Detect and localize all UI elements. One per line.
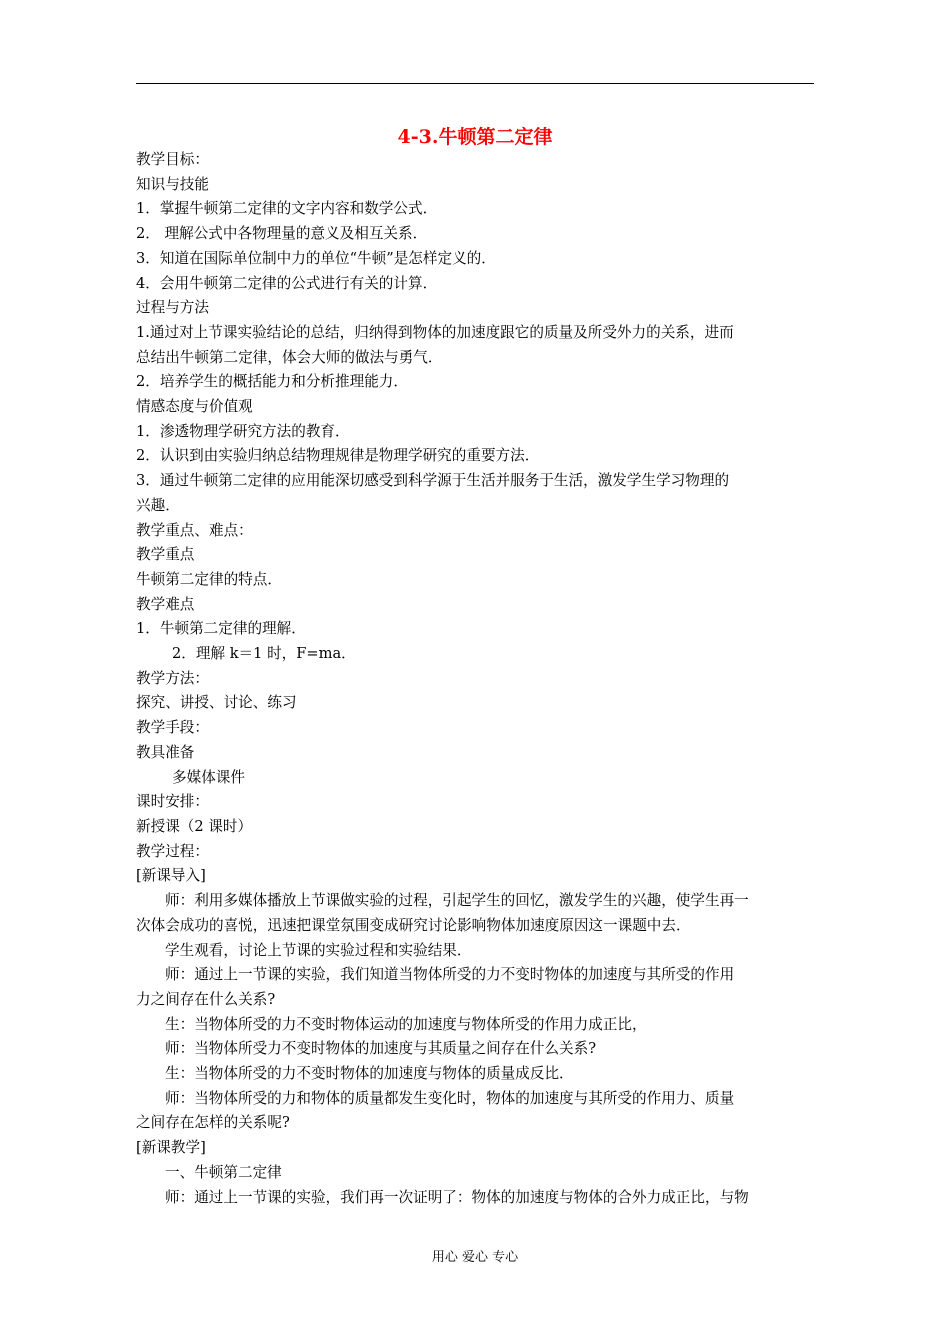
text-line: 师：利用多媒体播放上节课做实验的过程，引起学生的回忆，激发学生的兴趣，使学生再一 xyxy=(165,892,749,910)
text-line: 力之间存在什么关系? xyxy=(136,990,276,1008)
text-line: 新授课（2 课时） xyxy=(136,817,253,835)
text-line: 牛顿第二定律的特点． xyxy=(136,570,282,588)
text-line: 2．培养学生的概括能力和分析推理能力． xyxy=(136,373,408,391)
text-line: 师：通过上一节课的实验，我们再一次证明了：物体的加速度与物体的合外力成正比，与物 xyxy=(165,1188,749,1206)
header-rule xyxy=(136,83,814,84)
text-line: 多媒体课件 xyxy=(172,768,245,786)
text-line: 师：当物体所受的力和物体的质量都发生变化时，物体的加速度与其所受的作用力、质量 xyxy=(165,1089,735,1107)
document-title: 4-3.牛顿第二定律 xyxy=(397,126,553,148)
text-line: 1．渗透物理学研究方法的教育． xyxy=(136,422,350,440)
text-line: [新课教学] xyxy=(136,1139,206,1157)
text-line: 兴趣． xyxy=(136,496,180,514)
text-line: 教学重点 xyxy=(136,546,195,564)
text-line: 生：当物体所受的力不变时物体运动的加速度与物体所受的作用力成正比， xyxy=(165,1015,647,1033)
text-line: 一、牛顿第二定律 xyxy=(165,1163,282,1181)
text-line: 教学重点、难点： xyxy=(136,521,253,539)
text-line: 师：当物体所受力不变时物体的加速度与其质量之间存在什么关系? xyxy=(165,1040,597,1058)
text-line: 教学过程： xyxy=(136,842,209,860)
text-line: 探究、讲授、讨论、练习 xyxy=(136,694,297,712)
text-line: 教学方法： xyxy=(136,669,209,687)
text-line: 1.通过对上节课实验结论的总结，归纳得到物体的加速度跟它的质量及所受外力的关系，进而 xyxy=(136,323,734,341)
text-line: 3．知道在国际单位制中力的单位“牛顿”是怎样定义的． xyxy=(136,249,496,267)
text-line: 课时安排： xyxy=(136,793,209,811)
text-line: 1．掌握牛顿第二定律的文字内容和数学公式． xyxy=(136,200,438,218)
document-body xyxy=(136,148,816,1210)
text-line: 师：通过上一节课的实验，我们知道当物体所受的力不变时物体的加速度与其所受的作用 xyxy=(165,966,735,984)
text-line: 4．会用牛顿第二定律的公式进行有关的计算． xyxy=(136,274,438,292)
text-line: 2． 理解公式中各物理量的意义及相互关系． xyxy=(136,225,428,243)
text-line: 之间存在怎样的关系呢? xyxy=(136,1114,290,1132)
text-line: 总结出牛顿第二定律，体会大师的做法与勇气． xyxy=(136,348,443,366)
text-line: 知识与技能 xyxy=(136,175,209,193)
text-line: 教学目标： xyxy=(136,151,209,168)
text-line: 教学难点 xyxy=(136,595,195,613)
page-footer: 用心 爱心 专心 xyxy=(431,1250,519,1265)
text-line: 教学手段： xyxy=(136,719,209,737)
text-line: 教具准备 xyxy=(136,743,195,761)
text-line: 学生观看，讨论上节课的实验过程和实验结果． xyxy=(165,941,472,959)
text-line: 2．理解 k＝1 时，F=ma． xyxy=(172,645,356,663)
text-line: 情感态度与价值观 xyxy=(136,398,253,416)
text-line: 次体会成功的喜悦，迅速把课堂氛围变成研究讨论影响物体加速度原因这一课题中去． xyxy=(136,916,691,934)
text-line: [新课导入] xyxy=(136,867,206,885)
text-line: 3．通过牛顿第二定律的应用能深切感受到科学源于生活并服务于生活，激发学生学习物理的 xyxy=(136,472,730,490)
text-line: 过程与方法 xyxy=(136,299,209,317)
text-line: 2．认识到由实验归纳总结物理规律是物理学研究的重要方法． xyxy=(136,447,540,465)
text-line: 生：当物体所受的力不变时物体的加速度与物体的质量成反比． xyxy=(165,1065,574,1083)
text-line: 1．牛顿第二定律的理解． xyxy=(136,620,306,638)
